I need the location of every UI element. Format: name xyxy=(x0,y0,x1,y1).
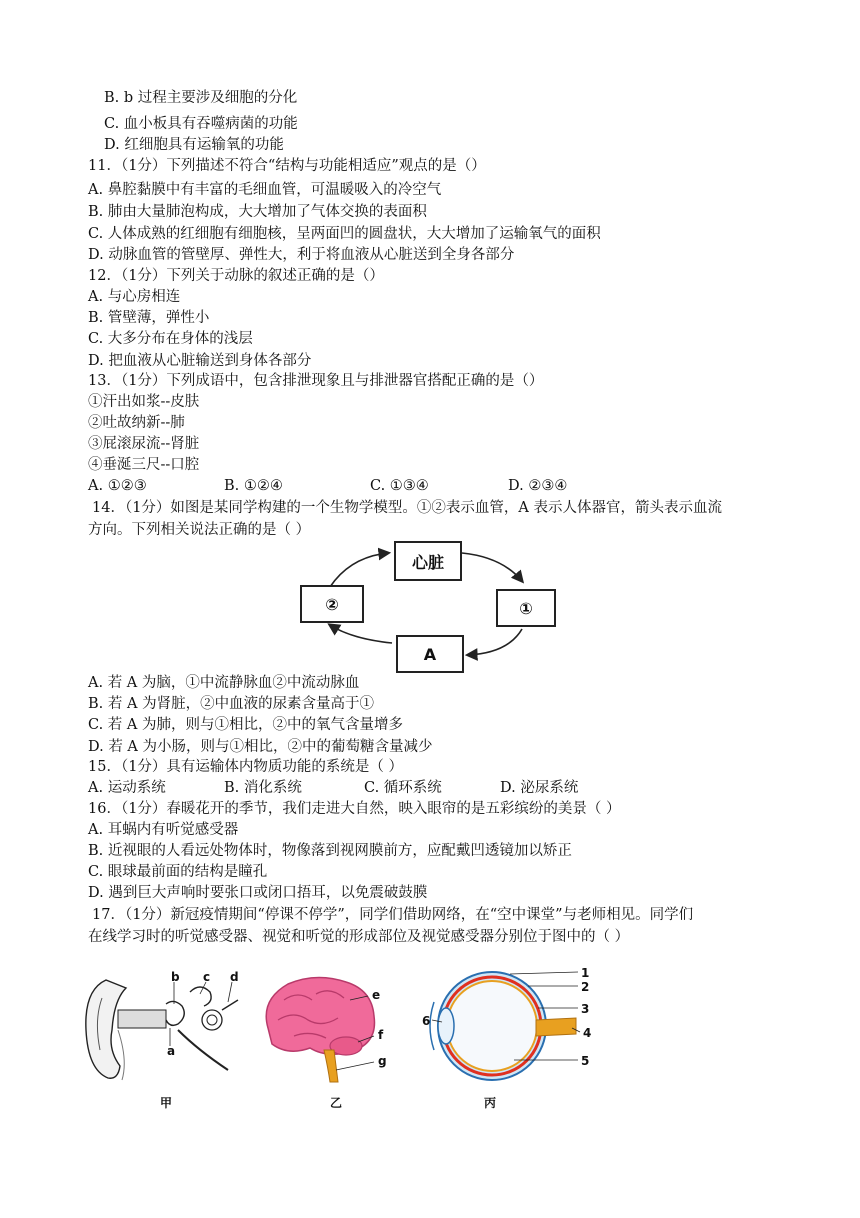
q15-option-d: D. 泌尿系统 xyxy=(500,780,579,796)
q12-stem: 12．（1分）下列关于动脉的叙述正确的是（） xyxy=(88,268,384,284)
q17-stem-line1: 17．（1分）新冠疫情期间“停课不停学”，同学们借助网络，在“空中课堂”与老师相见。同学们 xyxy=(92,907,694,923)
q16-option-b: B. 近视眼的人看远处物体时，物像落到视网膜前方，应配戴凹透镜加以矫正 xyxy=(88,843,572,859)
eye-label-6: 6 xyxy=(422,1014,431,1028)
q13-item-2: ②吐故纳新--肺 xyxy=(88,415,185,431)
ear-label-c: c xyxy=(203,970,211,984)
q14-stem-line2: 方向。下列相关说法正确的是（ ） xyxy=(88,522,311,538)
q15-option-a: A. 运动系统 xyxy=(88,780,166,796)
q16-option-c: C. 眼球最前面的结构是瞳孔 xyxy=(88,864,268,880)
q14-stem-line1: 14．（1分）如图是某同学构建的一个生物学模型。①②表示血管，A 表示人体器官，箭头表示血流 xyxy=(92,500,723,516)
eye-label-4: 4 xyxy=(583,1026,592,1040)
q11-option-b: B. 肺由大量肺泡构成，大大增加了气体交换的表面积 xyxy=(88,204,427,220)
q14-option-a: A. 若 A 为脑，①中流静脉血②中流动脉血 xyxy=(88,675,360,691)
arrow-a-to-2 xyxy=(330,625,392,643)
q12-option-c: C. 大多分布在身体的浅层 xyxy=(88,331,253,347)
q10-option-b: B. b 过程主要涉及细胞的分化 xyxy=(104,90,298,106)
q16-option-d: D. 遇到巨大声响时要张口或闭口捂耳，以免震破鼓膜 xyxy=(88,885,428,901)
ear-label-d: d xyxy=(230,970,239,984)
ear-caption: 甲 xyxy=(160,1096,173,1110)
q17-stem-line2: 在线学习时的听觉感受器、视觉和听觉的形成部位及视觉感受器分别位于图中的（ ） xyxy=(88,929,630,945)
q11-option-a: A. 鼻腔黏膜中有丰富的毛细血管，可温暖吸入的冷空气 xyxy=(88,182,442,198)
q13-option-c: C. ①③④ xyxy=(370,478,429,494)
q14-option-b: B. 若 A 为肾脏，②中血液的尿素含量高于① xyxy=(88,696,375,712)
q15-options xyxy=(88,778,578,798)
q13-stem: 13．（1分）下列成语中，包含排泄现象且与排泄器官搭配正确的是（） xyxy=(88,373,544,389)
q13-item-4: ④垂涎三尺--口腔 xyxy=(88,457,200,473)
eye-label-1: 1 xyxy=(581,966,590,980)
brain-label-f: f xyxy=(378,1028,384,1042)
q17-figure-eye xyxy=(420,966,600,1110)
q12-option-a: A. 与心房相连 xyxy=(88,289,181,305)
heart-box: 心脏 xyxy=(394,541,462,581)
eye-illustration xyxy=(420,966,600,1086)
q11-option-c: C. 人体成熟的红细胞有细胞核，呈两面凹的圆盘状，大大增加了运输氧气的面积 xyxy=(88,226,601,242)
q10-option-d: D. 红细胞具有运输氧的功能 xyxy=(104,137,284,153)
q17-figure-ear xyxy=(78,970,248,1110)
organ-a-box: A xyxy=(396,635,464,673)
q13-item-1: ①汗出如浆--皮肤 xyxy=(88,394,200,410)
q13-option-a: A. ①②③ xyxy=(88,478,147,494)
q14-option-d: D. 若 A 为小肠，则与①相比，②中的葡萄糖含量减少 xyxy=(88,739,433,755)
arrow-1-to-a xyxy=(468,629,522,655)
brain-label-g: g xyxy=(378,1054,387,1068)
q11-option-d: D. 动脉血管的管壁厚、弹性大，利于将血液从心脏送到全身各部分 xyxy=(88,247,515,263)
arrow-heart-to-1 xyxy=(462,553,522,581)
ear-label-b: b xyxy=(171,970,180,984)
q13-options xyxy=(88,476,567,496)
q12-option-b: B. 管壁薄，弹性小 xyxy=(88,310,210,326)
eye-label-5: 5 xyxy=(581,1054,590,1068)
q13-item-3: ③屁滚尿流--肾脏 xyxy=(88,436,200,452)
eye-label-2: 2 xyxy=(581,980,590,994)
arrow-to-heart xyxy=(330,553,388,587)
eye-label-3: 3 xyxy=(581,1002,590,1016)
q15-option-c: C. 循环系统 xyxy=(364,780,442,796)
q16-option-a: A. 耳蜗内有听觉感受器 xyxy=(88,822,239,838)
q16-stem: 16．（1分）春暖花开的季节，我们走进大自然，映入眼帘的是五彩缤纷的美景（ ） xyxy=(88,801,621,817)
q15-stem: 15．（1分）具有运输体内物质功能的系统是（ ） xyxy=(88,759,404,775)
vessel-2-box: ② xyxy=(300,585,364,623)
brain-label-e: e xyxy=(372,988,381,1002)
q13-option-d: D. ②③④ xyxy=(508,478,568,494)
q17-figure-brain xyxy=(254,970,404,1110)
q12-option-d: D. 把血液从心脏输送到身体各部分 xyxy=(88,353,312,369)
eye-caption: 丙 xyxy=(484,1096,497,1110)
q14-diagram xyxy=(290,535,550,670)
q11-stem: 11．（1分）下列描述不符合“结构与功能相适应”观点的是（） xyxy=(88,158,486,174)
q14-option-c: C. 若 A 为肺，则与①相比，②中的氧气含量增多 xyxy=(88,717,403,733)
vessel-1-box: ① xyxy=(496,589,556,627)
ear-label-a: a xyxy=(167,1044,176,1058)
brain-caption: 乙 xyxy=(330,1096,343,1110)
q13-option-b: B. ①②④ xyxy=(224,478,283,494)
ear-illustration xyxy=(78,970,248,1085)
q10-option-c: C. 血小板具有吞噬病菌的功能 xyxy=(104,116,298,132)
q15-option-b: B. 消化系统 xyxy=(224,780,302,796)
